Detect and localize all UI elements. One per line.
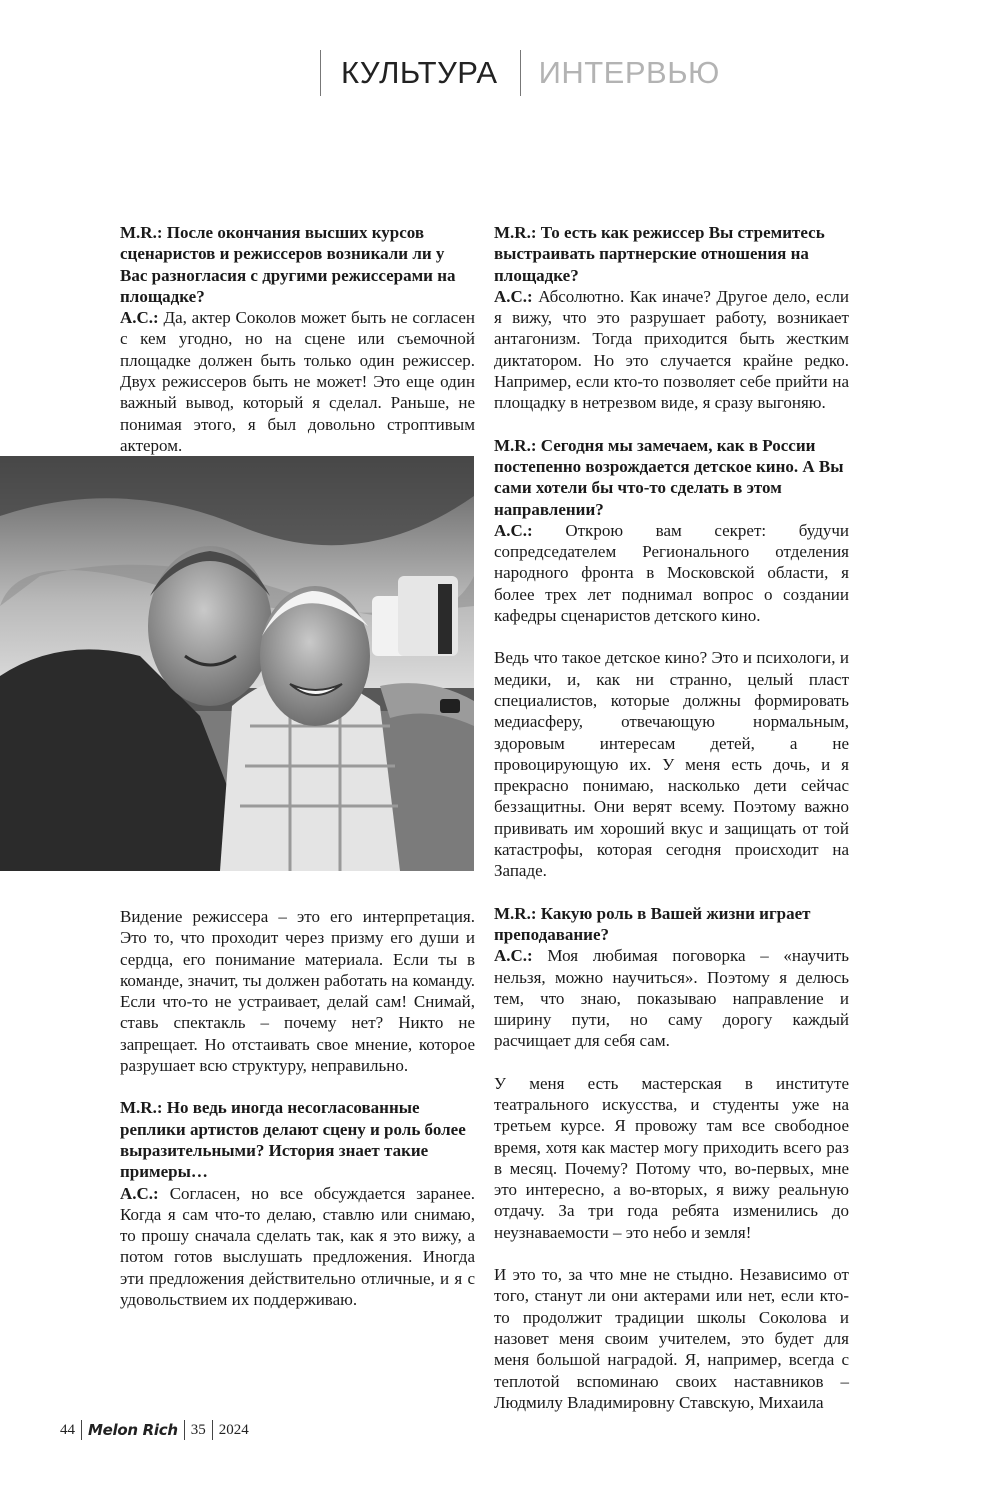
- question: M.R.: Но ведь иногда несогласованные реплики артистов делают сцену и роль более выразительными? История знает такие примеры…: [120, 1098, 466, 1182]
- right-column: [494, 222, 849, 1434]
- page-number: 44: [60, 1421, 75, 1438]
- answer-label: А.С.:: [494, 946, 533, 966]
- qa-block: [494, 903, 849, 1052]
- answer-label: А.С.:: [120, 308, 159, 328]
- footer-divider: [212, 1420, 213, 1440]
- paragraph: Видение режиссера – это его интерпретация. Это то, что проходит через призму его души и сердца, его понимание материала. Если ты в команде, значит, ты должен работать на команду. Если что-то не устраивает, делай сам! Снимай, ставь спектакль – почему нет? Никто не запрещает. Но отстаивать свое мнение, которое разрушает всю структуру, неправильно.: [120, 907, 475, 1076]
- qa-block: [494, 435, 849, 627]
- paragraph: Ведь что такое детское кино? Это и психологи, и медики, и, как ни странно, целый пласт специалистов, которые должны формировать медиасферу, отвечающую нормальным, здоровым интересам детей, а не провоцирующую их. У меня есть дочь, и я прекрасно понимаю, насколько дети сейчас беззащитны. Они верят всему. Поэтому важно прививать им хороший вкус и защищать от той катастрофы, которая сегодня происходит на Западе.: [494, 648, 849, 881]
- question: M.R.: Сегодня мы замечаем, как в России постепенно возрождается детское кино. А Вы сами хотели бы что-то сделать в этом направлении?: [494, 435, 844, 519]
- page-footer: [60, 1419, 249, 1441]
- left-column-top: [120, 222, 475, 477]
- answer-text: Открою вам секрет: будучи сопредседателем Регионального отделения народного фронта в Московской области, я более трех лет поднимал вопрос о создании кафедры сценаристов детского кино.: [494, 520, 849, 626]
- section-header: [320, 50, 720, 96]
- interview-photo: [0, 456, 474, 871]
- answer-label: А.С.:: [494, 286, 533, 306]
- section-title: КУЛЬТУРА: [341, 55, 498, 90]
- paragraph: И это то, за что мне не стыдно. Независимо от того, станут ли они актерами или нет, если кто-то продолжит традиции школы Соколова и назовет меня своим учителем, это будет для меня большой наградой. Я, например, всегда с теплотой вспоминаю своих наставников – Людмилу Владимировну Ставскую, Михаила: [494, 1265, 849, 1412]
- paragraph: У меня есть мастерская в институте театрального искусства, и студенты уже на третьем курсе. Я провожу там все свободное время, хотя как мастер могу приходить всего раз в месяц. Почему? Потому что, во-первых, мне это интересно, а во-вторых, я вижу реальную отдачу. За три года ребята изменились до неузнаваемости – это небо и земля!: [494, 1073, 849, 1242]
- question: M.R.: То есть как режиссер Вы стремитесь выстраивать партнерские отношения на площадке?: [494, 223, 825, 285]
- left-column-bottom: [120, 906, 475, 1331]
- subsection-title: ИНТЕРВЬЮ: [538, 55, 720, 90]
- answer-text: Абсолютно. Как иначе? Другое дело, если я вижу, что это разрушает работу, возникает антагонизм. Тогда приходится быть жестким диктатором. Но это случается крайне редко. Например, если кто-то позволяет себе прийти на площадку в нетрезвом виде, я сразу выгоняю.: [494, 286, 849, 413]
- answer-text: Согласен, но все обсуждается заранее. Когда я сам что-то делаю, ставлю или снимаю, то прошу сначала сделать так, как я это вижу, а потом готов выслушать предложения. Иногда эти предложения действительно отличные, и я с удовольствием их поддерживаю.: [120, 1183, 475, 1310]
- qa-block: [120, 222, 475, 456]
- issue-year: 2024: [218, 1421, 249, 1438]
- answer-text: Моя любимая поговорка – «научить нельзя, можно научиться». Поэтому я делюсь тем, что знаю, показываю направление и ширину пути, но саму дорогу каждый расчищает для себя сам.: [494, 946, 849, 1051]
- magazine-logo: Melon Rich: [88, 1421, 178, 1439]
- answer-text: Да, актер Соколов может быть не согласен с кем угодно, но на сцене или съемочной площадке должен быть только один режиссер. Двух режиссеров быть не может! Это еще один важный вывод, который я сделал. Раньше, не понимая этого, я был довольно строптивым актером.: [120, 308, 475, 455]
- qa-block: [494, 222, 849, 414]
- answer-label: А.С.:: [120, 1183, 159, 1203]
- footer-divider: [81, 1420, 82, 1440]
- answer-label: А.С.:: [494, 520, 533, 540]
- issue-number: 35: [190, 1421, 206, 1438]
- qa-block: [120, 1097, 475, 1310]
- question: M.R.: Какую роль в Вашей жизни играет преподавание?: [494, 903, 811, 944]
- footer-divider: [184, 1420, 185, 1440]
- question: M.R.: После окончания высших курсов сценаристов и режиссеров возникали ли у Вас разногласия с другими режиссерами на площадке?: [120, 223, 456, 306]
